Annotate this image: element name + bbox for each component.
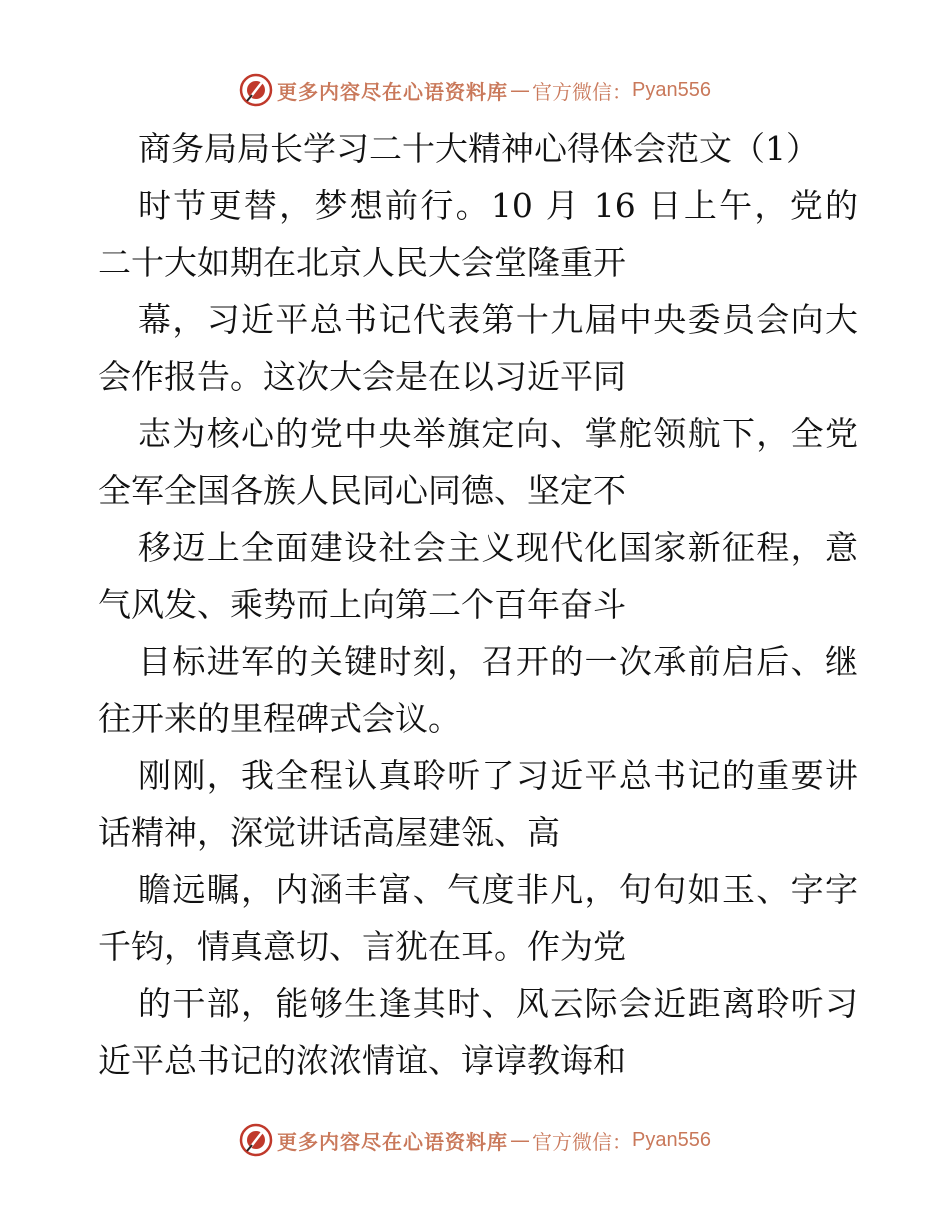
paragraph-7-line-2: 千钧，情真意切、言犹在耳。作为党 (98, 927, 626, 966)
paragraph-6-line-2: 话精神，深觉讲话高屋建瓴、高 (98, 813, 560, 852)
paragraph-5-line-1: 目标进军的关键时刻，召开的一次承前启后、继 (138, 642, 858, 681)
paragraph-2-line-1: 幕，习近平总书记代表第十九届中央委员会向大 (138, 300, 858, 339)
watermark-wechat-label: 官方微信： (532, 79, 633, 104)
header-watermark (0, 70, 950, 110)
watermark-dash: — (510, 1128, 531, 1152)
paragraph-1-line-1: 时节更替，梦想前行。10 月 16 日上午，党的 (138, 186, 858, 225)
watermark-text: 更多内容尽在心语资料库 (277, 79, 509, 104)
paragraph-3-line-2: 全军全国各族人民同心同德、坚定不 (98, 471, 626, 510)
paragraph-4-line-2: 气风发、乘势而上向第二个百年奋斗 (98, 585, 626, 624)
paragraph-2-line-2: 会作报告。这次大会是在以习近平同 (98, 357, 626, 396)
quill-circle-logo-icon (239, 73, 273, 107)
paragraph-6-line-1: 刚刚，我全程认真聆听了习近平总书记的重要讲 (138, 756, 858, 795)
quill-circle-logo-icon (239, 1123, 273, 1157)
paragraph-4-line-1: 移迈上全面建设社会主义现代化国家新征程，意 (138, 528, 858, 567)
paragraph-8-line-1: 的干部，能够生逢其时、风云际会近距离聆听习 (138, 984, 858, 1023)
watermark-wechat-id: Pyan556 (632, 78, 711, 101)
document-title: 商务局局长学习二十大精神心得体会范文（1） (138, 129, 819, 168)
paragraph-3-line-1: 志为核心的党中央举旗定向、掌舵领航下，全党 (138, 414, 858, 453)
watermark-text: 更多内容尽在心语资料库 (277, 1129, 509, 1154)
paragraph-5-line-2: 往开来的里程碑式会议。 (98, 699, 461, 738)
watermark-dash: — (510, 78, 531, 102)
document-body (98, 120, 858, 1089)
watermark-wechat-id: Pyan556 (632, 1128, 711, 1151)
footer-watermark (0, 1120, 950, 1160)
watermark-wechat-label: 官方微信： (532, 1129, 633, 1154)
paragraph-7-line-1: 瞻远瞩，内涵丰富、气度非凡，句句如玉、字字 (138, 870, 858, 909)
paragraph-1-line-2: 二十大如期在北京人民大会堂隆重开 (98, 243, 626, 282)
paragraph-8-line-2: 近平总书记的浓浓情谊、谆谆教诲和 (98, 1041, 626, 1080)
